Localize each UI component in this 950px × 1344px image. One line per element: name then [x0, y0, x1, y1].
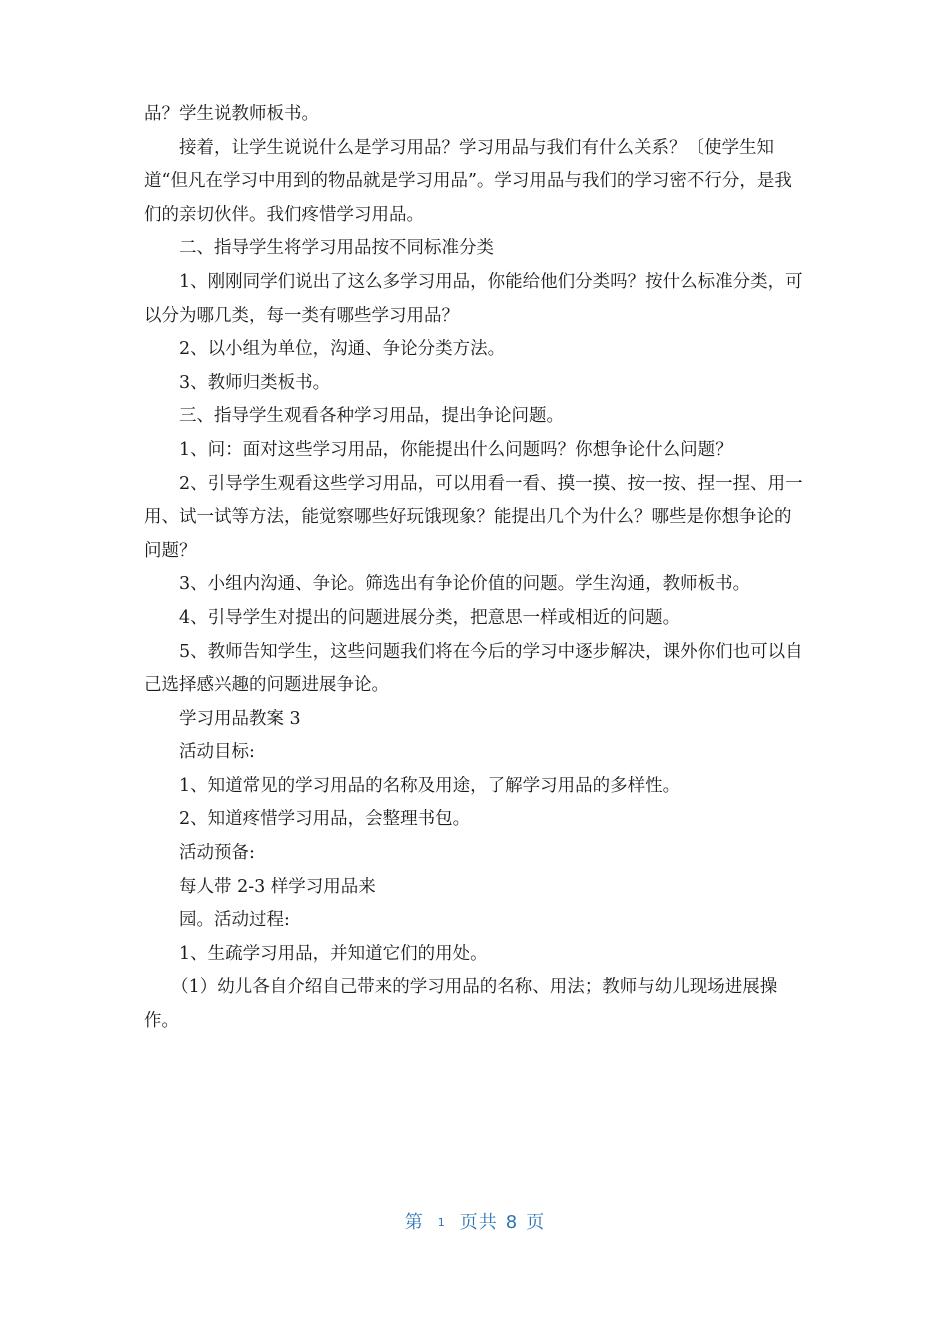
document-body	[144, 98, 808, 1039]
section-heading: 二、指导学生将学习用品按不同标准分类	[179, 238, 494, 259]
paragraph: 品？学生说教师板书。	[144, 104, 319, 124]
paragraph: 3、教师归类板书。	[179, 372, 331, 393]
section-heading: 三、指导学生观看各种学习用品，提出争论问题。	[179, 406, 564, 427]
footer-total-pages: 8	[505, 1212, 519, 1233]
footer-prefix: 第	[404, 1212, 424, 1233]
paragraph: 2、引导学生观看这些学习用品，可以用看一看、摸一摸、按一按、捏一捏、用一用、试一试等方法，能觉察哪些好玩饿现象？能提出几个为什么？哪些是你想争论的问题？	[144, 473, 803, 561]
paragraph: 1、生疏学习用品，并知道它们的用处。	[179, 943, 488, 964]
paragraph: 1、刚刚同学们说出了这么多学习用品，你能给他们分类吗？按什么标准分类，可以分为哪几类，每一类有哪些学习用品？	[144, 271, 803, 326]
section-title: 学习用品教案 3	[179, 708, 301, 729]
paragraph: 1、知道常见的学习用品的名称及用途，了解学习用品的多样性。	[179, 775, 681, 796]
paragraph: 3、小组内沟通、争论。筛选出有争论价值的问题。学生沟通，教师板书。	[179, 574, 751, 595]
paragraph: 2、以小组为单位，沟通、争论分类方法。	[179, 339, 506, 360]
page-footer	[0, 1208, 950, 1234]
paragraph: 2、知道疼惜学习用品，会整理书包。	[179, 809, 471, 830]
paragraph: 4、引导学生对提出的问题进展分类，把意思一样或相近的问题。	[179, 607, 681, 628]
footer-middle: 页共	[459, 1212, 498, 1233]
footer-suffix: 页	[526, 1212, 546, 1233]
paragraph: 每人带 2-3 样学习用品来	[179, 876, 376, 897]
paragraph: 活动目标:	[179, 742, 255, 763]
paragraph: 5、教师告知学生，这些问题我们将在今后的学习中逐步解决，课外你们也可以自己选择感兴趣的问题进展争论。	[144, 641, 803, 696]
paragraph: （1）幼儿各自介绍自己带来的学习用品的名称、用法；教师与幼儿现场进展操作。	[144, 977, 778, 1032]
paragraph: 接着，让学生说说什么是学习用品？学习用品与我们有什么关系？〔使学生知道“但凡在学习中用到的物品就是学习用品”。学习用品与我们的学习密不行分，是我们的亲切伙伴。我们疼惜学习用品。	[144, 137, 792, 225]
paragraph: 活动预备:	[179, 843, 255, 864]
footer-current-page: 1	[437, 1216, 446, 1229]
paragraph: 园。活动过程:	[179, 910, 290, 931]
paragraph: 1、问：面对这些学习用品，你能提出什么问题吗？你想争论什么问题？	[179, 439, 733, 460]
